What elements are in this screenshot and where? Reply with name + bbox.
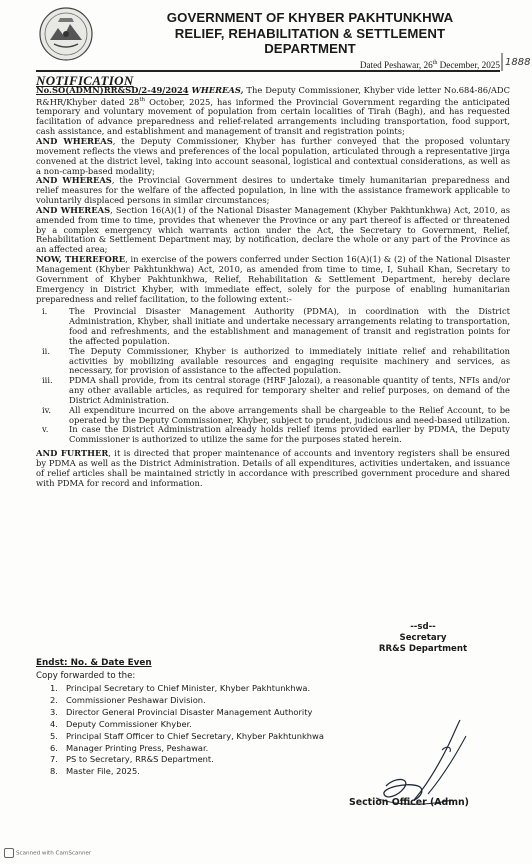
header-line-1: GOVERNMENT OF KHYBER PAKHTUNKHWA [166, 10, 454, 25]
paragraph-3: AND WHEREAS, the Provincial Government desires to undertake timely humanitarian preparedness and relief measures for the welfare of the affected population, in line with the assistance framework applicable to voluntarily displaced persons in similar circumstances; [36, 175, 511, 206]
paragraph-4: AND WHEREAS, Section 16(A)(1) of the National Disaster Management (Khyber Pakhtunkhwa) Act, 2010, as amended from time to time, provides that whenever the Province or any part thereof is affected or threatened by a complex emergency which warrants action under the Act, the Secretary to Government, Relief, Rehabilitation & Settlement Department may, by notification, declare the whole or any part of the Province as an affected area; [36, 204, 510, 255]
camscanner-icon [4, 848, 14, 858]
list-item: iii. PDMA shall provide, from its central storage (HRF Jalozai), a reasonable quantity of tents, NFIs and/or any other available articles, as required for temporary shelter and relief purposes, on demand of the District Administration. [42, 375, 510, 405]
signoff-dept: RR&S Department [378, 644, 468, 654]
list-item: i. The Provincial Disaster Management Authority (PDMA), in coordination with the District Administration, Khyber, shall initiate and undertake necessary arrangements relating to transportation, food and refreshments, and the establishment and management of transit and registration points for the affected population. [42, 306, 510, 346]
header-separator [36, 70, 500, 72]
list-item: 4. Deputy Commissioner Khyber. [50, 718, 192, 729]
notification-title: NOTIFICATION [36, 73, 134, 88]
list-item: 3. Director General Provincial Disaster Management Authority [50, 706, 313, 717]
list-item: 8. Master File, 2025. [50, 766, 140, 777]
list-item: 7. PS to Secretary, RR&S Department. [50, 754, 214, 765]
paragraph-further: AND FURTHER, it is directed that proper maintenance of accounts and inventory registers shall be ensured by PDMA as well as the District Administration. Details of all expenditures, activities undertaken, and issuance of relief articles shall be maintained strictly in accordance with prescribed government procedure and shared with PDMA for record and information. [36, 448, 510, 488]
section-officer-title: Section Officer (Admn) [349, 797, 469, 808]
header-line-2: RELIEF, REHABILITATION & SETTLEMENT [174, 25, 446, 41]
directive-list [36, 307, 510, 445]
government-seal-logo [38, 6, 94, 62]
cc-list [50, 683, 324, 778]
paragraph-5: NOW, THEREFORE, in exercise of the powers conferred under Section 16(A)(1) & (2) of the National Disaster Management (Khyber Pakhtunkhwa) Act, 2010, as amended from time to time, I, Suhail Khan, Secretary to Government of Khyber Pakhtunkhwa, Relief, Rehabilitation & Settlement Department, hereby declare Emergency in District Khyber, with immediate effect, solely for the purpose of enabling humanitarian preparedness and relief facilitation, to the following extent:- [36, 254, 510, 304]
notification-body [36, 86, 510, 489]
handwritten-number [500, 51, 531, 73]
svg-text:1888: 1888 [505, 57, 531, 68]
signoff-block [378, 622, 468, 655]
department-header [100, 10, 520, 57]
paragraph-2: AND WHEREAS, the Deputy Commissioner, Khyber has further conveyed that the proposed voluntary movement reflects the views and preferences of the local population, articulated through a representative jirga convened at the district level, taking into account seasonal, logistical and contextual considerations, as well as a non-camp-based modality; [36, 136, 510, 176]
paragraph-1: No.SO(ADMN)RR&SD/2-49/2024 WHEREAS, The Deputy Commissioner, Khyber vide letter No.684-86/ADC R&HR/Khyber dated 28th October, 2025, has informed the Provincial Government regarding the anticipated temporary and voluntary movement of population from certain localities of Tirah (Bagh), and has requested facilitation of advance preparedness and relief-related arrangements including transportation, food support, cash assistance, and establishment and management of transit and registration points; [36, 85, 510, 137]
list-item: 6. Manager Printing Press, Peshawar. [50, 742, 209, 753]
signoff-title: Secretary [399, 633, 447, 643]
scanner-watermark: Scanned with CamScanner [4, 848, 91, 858]
list-item: 1. Principal Secretary to Chief Minister, Khyber Pakhtunkhwa. [50, 683, 311, 693]
endorsement-heading: Endst: No. & Date Even [36, 658, 152, 668]
handwritten-signature [356, 716, 476, 826]
copy-forwarded-label: Copy forwarded to the: [36, 671, 136, 681]
sd-mark: --sd-- [410, 622, 436, 632]
list-item: v. In case the District Administration already holds relief items provided earlier by PDMA, the Deputy Commissioner is authorized to utilize the same for the purposes stated herein. [42, 424, 510, 445]
date-line: Dated Peshawar, 26th December, 2025 [359, 60, 500, 71]
list-item: 5. Principal Staff Officer to Chief Secretary, Khyber Pakhtunkhwa [50, 730, 324, 741]
list-item: ii. The Deputy Commissioner, Khyber is authorized to immediately initiate relief and rehabilitation activities by mobilizing available resources and engaging requisite machinery and services, as necessary, for provision of assistance to the affected population. [42, 345, 510, 376]
header-line-3: DEPARTMENT [264, 41, 356, 56]
list-item: iv. All expenditure incurred on the above arrangements shall be chargeable to the Relief Account, to be operated by the Deputy Commissioner, Khyber, subject to prudent, judicious and need-based utilization. [42, 404, 510, 425]
list-item: 2. Commissioner Peshawar Division. [50, 694, 206, 705]
